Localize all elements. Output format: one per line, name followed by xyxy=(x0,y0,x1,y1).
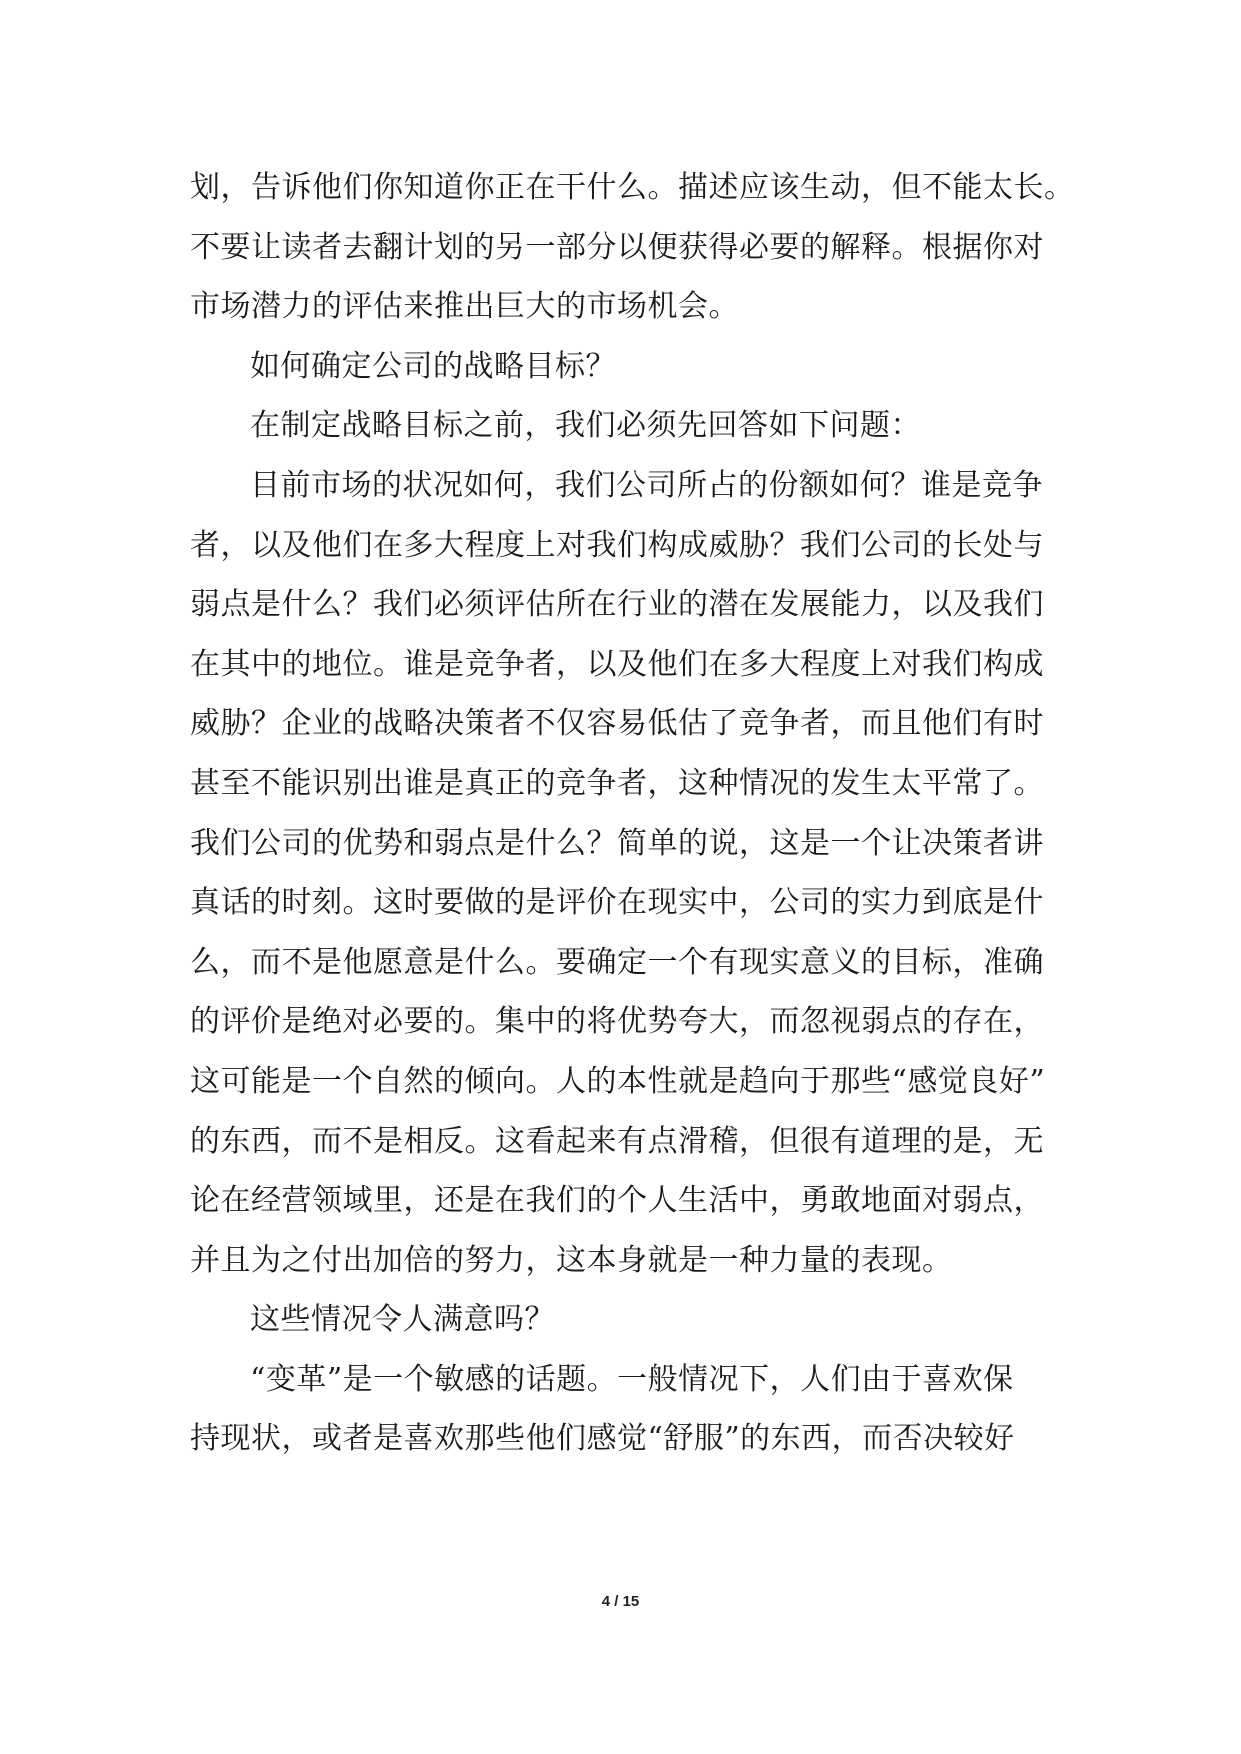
text-line: 的东西，而不是相反。这看起来有点滑稽，但很有道理的是，无 xyxy=(190,1123,1044,1159)
text-line: 这可能是一个自然的倾向。人的本性就是趋向于那些“感觉良好” xyxy=(190,1063,1046,1099)
text-line: 么，而不是他愿意是什么。要确定一个有现实意义的目标，准确 xyxy=(190,944,1044,980)
text-line: 甚至不能识别出谁是真正的竞争者，这种情况的发生太平常了。 xyxy=(190,765,1044,801)
text-line: 持现状，或者是喜欢那些他们感觉“舒服”的东西，而否决较好 xyxy=(190,1421,1015,1457)
text-line: 目前市场的状况如何，我们公司所占的份额如何？谁是竞争 xyxy=(250,467,1043,503)
text-line: 在其中的地位。谁是竞争者，以及他们在多大程度上对我们构成 xyxy=(190,646,1044,682)
text-line: 划，告诉他们你知道你正在干什么。描述应该生动，但不能太长。 xyxy=(190,170,1075,205)
text-line: 威胁？企业的战略决策者不仅容易低估了竞争者，而且他们有时 xyxy=(190,706,1044,742)
page-number: 4 / 15 xyxy=(601,1593,640,1610)
text-line: 论在经营领域里，还是在我们的个人生活中，勇敢地面对弱点， xyxy=(190,1183,1044,1219)
text-line: 并且为之付出加倍的努力，这本身就是一种力量的表现。 xyxy=(190,1242,953,1278)
text-line: 真话的时刻。这时要做的是评价在现实中，公司的实力到底是什 xyxy=(190,885,1044,921)
text-line: 如何确定公司的战略目标？ xyxy=(250,348,616,384)
text-line: 的评价是绝对必要的。集中的将优势夸大，而忽视弱点的存在， xyxy=(190,1004,1044,1040)
text-line: 不要让读者去翻计划的另一部分以便获得必要的解释。根据你对 xyxy=(190,229,1044,265)
text-line: 这些情况令人满意吗？ xyxy=(250,1302,555,1338)
body-text xyxy=(190,158,1090,1469)
text-line: 市场潜力的评估来推出巨大的市场机会。 xyxy=(190,289,739,325)
text-line: 者，以及他们在多大程度上对我们构成威胁？我们公司的长处与 xyxy=(190,527,1044,563)
text-line: 我们公司的优势和弱点是什么？简单的说，这是一个让决策者讲 xyxy=(190,825,1044,861)
text-line: 在制定战略目标之前，我们必须先回答如下问题： xyxy=(250,408,921,444)
text-line: 弱点是什么？我们必须评估所在行业的潜在发展能力，以及我们 xyxy=(190,587,1044,623)
text-line: “变革”是一个敏感的话题。一般情况下，人们由于喜欢保 xyxy=(250,1361,1014,1397)
